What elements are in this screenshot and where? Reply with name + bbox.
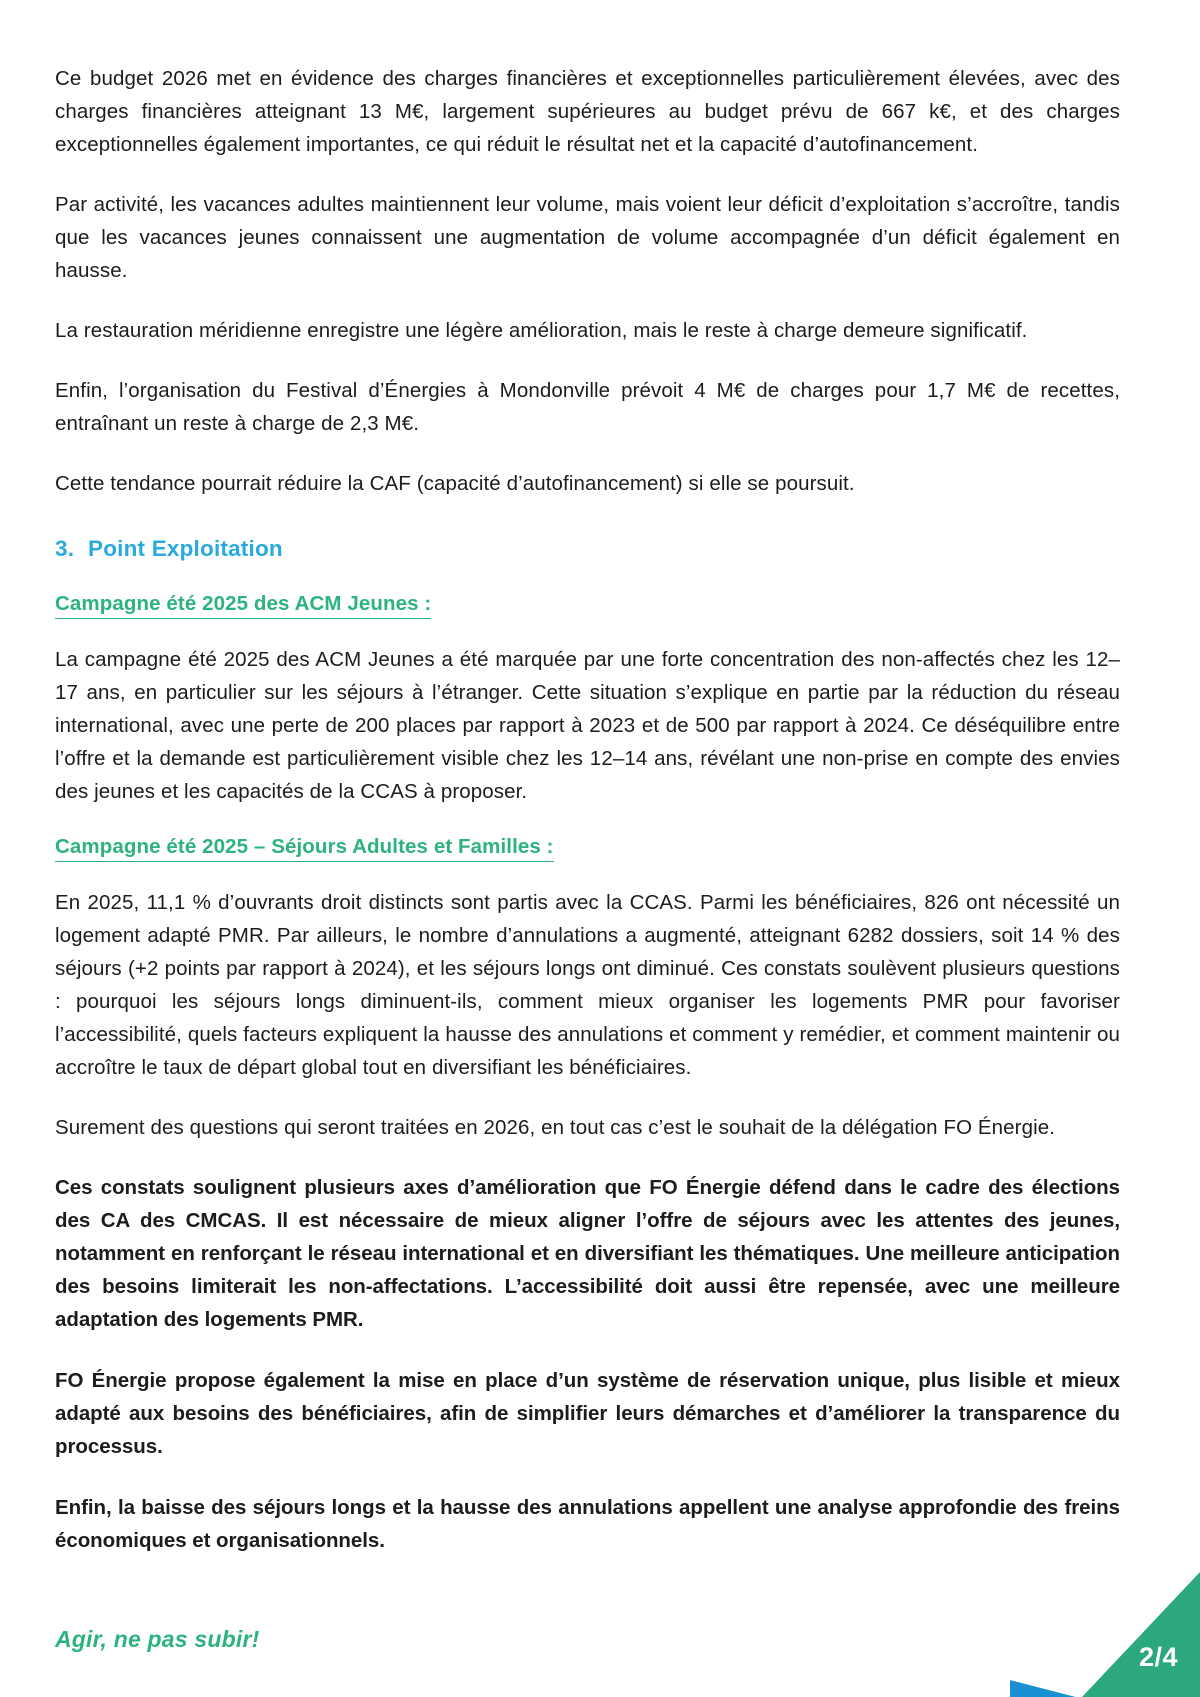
corner-green-triangle bbox=[1082, 1572, 1200, 1697]
paragraph-tendance-caf: Cette tendance pourrait réduire la CAF (capacité d’autofinancement) si elle se poursuit. bbox=[55, 472, 855, 495]
corner-decoration bbox=[1010, 1572, 1200, 1697]
paragraph-axes-amelioration: Ces constats soulignent plusieurs axes d’amélioration que FO Énergie défend dans le cadre des élections des CA des CMCAS. Il est nécessaire de mieux aligner l’offre de séjours avec les attentes des jeunes, notamment en renforçant le réseau international et en diversifiant les thématiques. Une meilleure anticipation des besoins limiterait les non-affectations. L’accessibilité doit aussi être repensée, avec une meilleure adaptation des logements PMR. bbox=[55, 1176, 1120, 1331]
paragraph-par-activite: Par activité, les vacances adultes maintiennent leur volume, mais voient leur déficit d’exploitation s’accroître, tandis que les vacances jeunes connaissent une augmentation de volume accompagnée d’un déficit également en hausse. bbox=[55, 193, 1120, 282]
subheading-adultes-familles-wrap bbox=[55, 835, 1120, 886]
subheading-acm-jeunes-wrap bbox=[55, 592, 1120, 643]
section-heading-point-exploitation bbox=[55, 536, 1120, 562]
paragraph-festival-energies: Enfin, l’organisation du Festival d’Énergies à Mondonville prévoit 4 M€ de charges pour 1,7 M€ de recettes, entraînant un reste à charge de 2,3 M€. bbox=[55, 379, 1120, 435]
paragraph-budget-2026: Ce budget 2026 met en évidence des charges financières et exceptionnelles particulièrement élevées, avec des charges financières atteignant 13 M€, largement supérieures au budget prévu de 667 k€, et des charges exceptionnelles également importantes, ce qui réduit le résultat net et la capacité d’autofinancement. bbox=[55, 67, 1120, 156]
paragraph-freins-economiques: Enfin, la baisse des séjours longs et la hausse des annulations appellent une analyse approfondie des freins économiques et organisationnels. bbox=[55, 1496, 1120, 1552]
paragraph-reservation-unique: FO Énergie propose également la mise en place d’un système de réservation unique, plus lisible et mieux adapté aux besoins des bénéficiaires, afin de simplifier leurs démarches et d’améliorer la transparence du processus. bbox=[55, 1369, 1120, 1458]
paragraph-adultes-statistiques: En 2025, 11,1 % d’ouvrants droit distincts sont partis avec la CCAS. Parmi les bénéficiaires, 826 ont nécessité un logement adapté PMR. Par ailleurs, le nombre d’annulations a augmenté, atteignant 6282 dossiers, soit 14 % des séjours (+2 points par rapport à 2024), et les séjours longs ont diminué. Ces constats soulèvent plusieurs questions : pourquoi les séjours longs diminuent-ils, comment mieux organiser les logements PMR pour favoriser l’accessibilité, quels facteurs expliquent la hausse des annulations et comment y remédier, et comment maintenir ou accroître le taux de départ global tout en diversifiant les bénéficiaires. bbox=[55, 891, 1120, 1079]
subheading-acm-jeunes: Campagne été 2025 des ACM Jeunes : bbox=[55, 592, 431, 619]
footer-slogan: Agir, ne pas subir! bbox=[55, 1626, 260, 1652]
paragraph-acm-jeunes: La campagne été 2025 des ACM Jeunes a été marquée par une forte concentration des non-affectés chez les 12–17 ans, en particulier sur les séjours à l’étranger. Cette situation s’explique en partie par la réduction du réseau international, avec une perte de 200 places par rapport à 2023 et de 500 par rapport à 2024. Ce déséquilibre entre l’offre et la demande est particulièrement visible chez les 12–14 ans, révélant une non-prise en compte des envies des jeunes et les capacités de la CCAS à proposer. bbox=[55, 648, 1120, 803]
paragraph-questions-2026: Surement des questions qui seront traitées en 2026, en tout cas c’est le souhait de la délégation FO Énergie. bbox=[55, 1116, 1056, 1139]
paragraph-restauration: La restauration méridienne enregistre une légère amélioration, mais le reste à charge demeure significatif. bbox=[55, 319, 1028, 342]
subheading-adultes-familles: Campagne été 2025 – Séjours Adultes et Familles : bbox=[55, 835, 554, 862]
section-number: 3. bbox=[55, 536, 75, 561]
page-number: 2/4 bbox=[1138, 1642, 1178, 1672]
section-title: Point Exploitation bbox=[88, 536, 283, 561]
